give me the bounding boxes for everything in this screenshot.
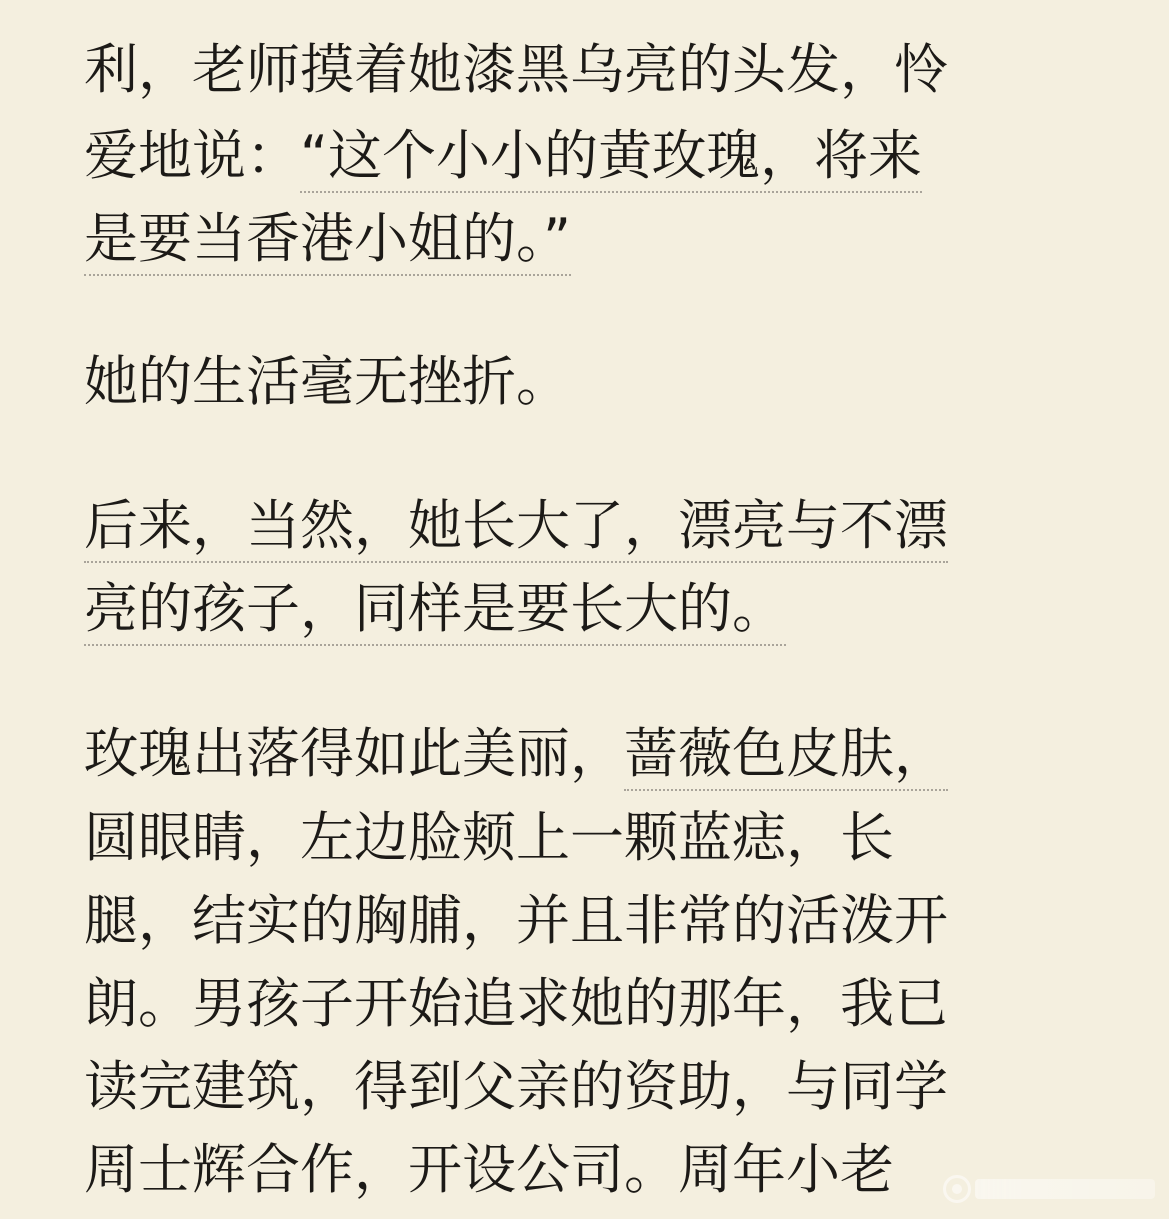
underlined-passage[interactable]: 是要当香港小姐的。” — [84, 207, 571, 276]
line-text: 她的生活毫无挫折。 — [84, 350, 570, 413]
underlined-passage[interactable]: “这个小小的黄玫瑰，将来 — [300, 124, 922, 193]
line-text-plain: 爱地说： — [84, 124, 300, 187]
text-line-10 — [84, 972, 948, 1036]
text-line-11 — [84, 1055, 948, 1119]
line-text: 读完建筑，得到父亲的资助，与同学 — [84, 1055, 948, 1118]
text-line-2 — [84, 124, 922, 188]
underlined-passage[interactable]: 蔷薇色皮肤， — [624, 722, 948, 791]
line-text: 圆眼睛，左边脸颊上一颗蓝痣，长 — [84, 806, 894, 869]
underlined-passage[interactable]: 亮的孩子，同样是要长大的。 — [84, 577, 786, 646]
text-line-8 — [84, 806, 894, 870]
line-text: 周士辉合作，开设公司。周年小老 — [84, 1138, 894, 1201]
underlined-passage[interactable]: 后来，当然，她长大了，漂亮与不漂 — [84, 494, 948, 563]
text-line-12 — [84, 1138, 894, 1202]
text-line-1 — [84, 38, 948, 102]
line-text: 利，老师摸着她漆黑乌亮的头发，怜 — [84, 38, 948, 101]
watermark — [925, 1171, 1155, 1207]
text-line-5 — [84, 494, 948, 558]
text-line-6 — [84, 577, 786, 641]
line-text: 腿，结实的胸脯，并且非常的活泼开 — [84, 889, 948, 952]
line-text: 朗。男孩子开始追求她的那年，我已 — [84, 972, 948, 1035]
text-line-3 — [84, 207, 571, 271]
watermark-handle — [975, 1179, 1155, 1199]
text-line-9 — [84, 889, 948, 953]
weibo-logo-icon — [943, 1175, 971, 1203]
text-line-7 — [84, 722, 948, 786]
line-text-plain: 玫瑰出落得如此美丽， — [84, 722, 624, 785]
text-line-4 — [84, 350, 570, 414]
